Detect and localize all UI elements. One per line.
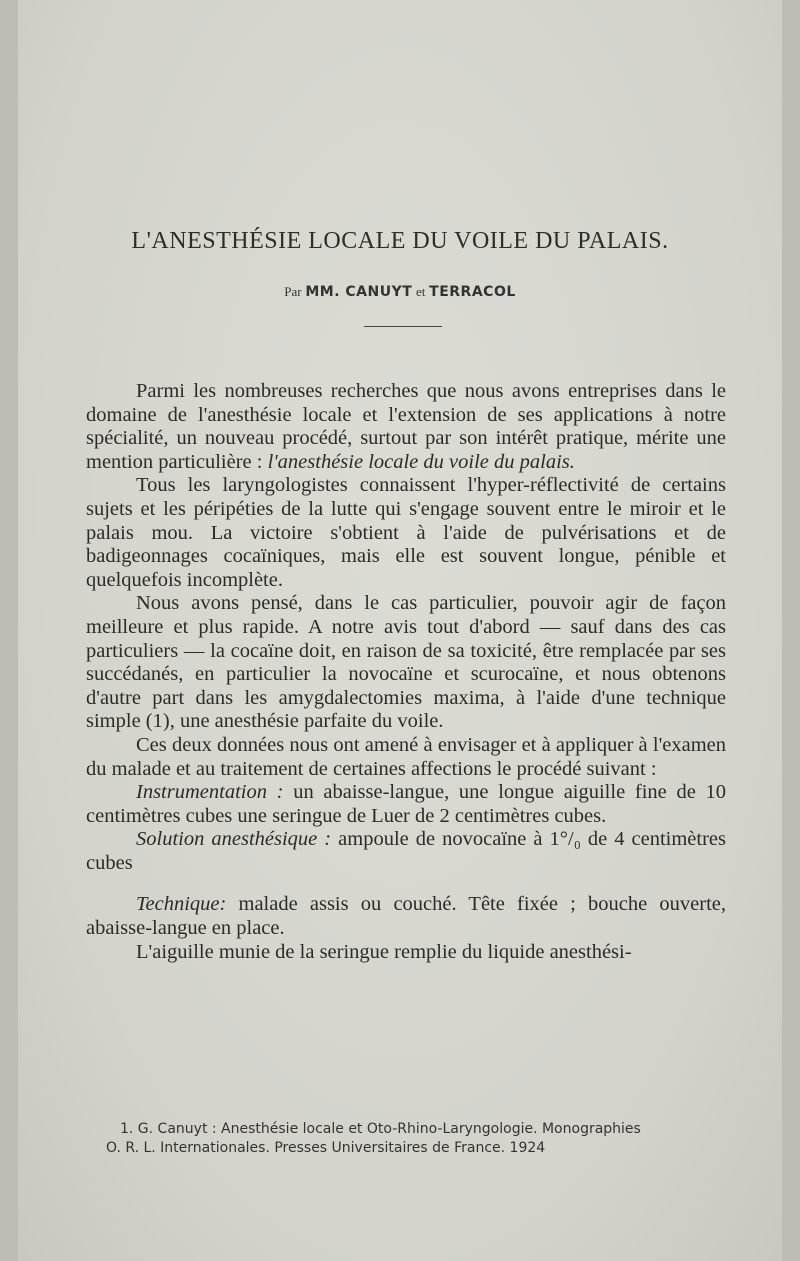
paragraph-technique — [86, 893, 726, 940]
byline-conjunction: et — [416, 284, 426, 299]
document-page — [18, 0, 782, 1261]
paragraph-method: Nous avons pensé, dans le cas particulier, pouvoir agir de façon meilleure et plus rapide. A notre avis tout d'abord — sauf dans des cas particuliers — la cocaïne doit, en raison de sa toxicité, être remplacée par ses succédanés, en particulier la novocaïne et scurocaïne, et nous obtenons d'autre part dans les amygdalectomies maxima, à l'aide d'une technique simple (1), une anesthésie parfaite du voile. — [86, 592, 726, 733]
paragraph-intro-text: Parmi les nombreuses recherches que nous avons entreprises dans le domaine de l'anesthésie locale et l'extension de ses applications à notre spécialité, un nouveau procédé, surtout par son intérêt pratique, mérite une mention particulière : — [86, 380, 726, 473]
byline-authors: MM. CANUYT — [305, 284, 413, 300]
byline — [18, 284, 782, 301]
paragraph-laryngologists: Tous les laryngologistes connaissent l'hyper-réflectivité de certains sujets et les péripéties de la lutte qui s'engage souvent entre le miroir et le palais mou. La victoire s'obtient à l'aide de pulvérisations et de badigeonnages cocaïniques, mais elle est souvent longue, pénible et quelquefois incomplète. — [86, 474, 726, 591]
footnote — [106, 1120, 726, 1158]
instrumentation-heading: Instrumentation : — [136, 781, 284, 804]
footnote-line-1: 1. G. Canuyt : Anesthésie locale et Oto-Rhino-Laryngologie. Monographies — [120, 1121, 641, 1137]
technique-text: malade assis ou couché. Tête fixée ; bouche ouverte, abaisse-langue en place. — [86, 893, 726, 940]
footnote-line-2: O. R. L. Internationales. Presses Universitaires de France. 1924 — [106, 1140, 546, 1156]
paragraph-solution — [86, 828, 726, 875]
paragraph-instrumentation — [86, 781, 726, 828]
article-body — [86, 380, 726, 964]
paragraph-intro — [86, 380, 726, 474]
article-title: L'ANESTHÉSIE LOCALE DU VOILE DU PALAIS. — [131, 228, 669, 254]
byline-authors-second: TERRACOL — [429, 284, 516, 300]
solution-heading: Solution anesthésique : — [136, 828, 332, 851]
paragraph-procedure: Ces deux données nous ont amené à envisager et à appliquer à l'examen du malade et au traitement de certaines affections le procédé suivant : — [86, 733, 726, 780]
byline-prefix: Par — [284, 284, 302, 299]
paragraph-intro-italic: l'anesthésie locale du voile du palais. — [267, 450, 575, 473]
paragraph-needle: L'aiguille munie de la seringue remplie du liquide anesthési- — [136, 940, 632, 963]
title-divider — [364, 326, 442, 327]
solution-text: ampoule de novocaïne à 1°/₀ de 4 centimètres cubes — [86, 828, 727, 874]
instrumentation-text: un abaisse-langue, une longue aiguille fine de 10 centimètres cubes une seringue de Luer de 2 centimètres cubes. — [86, 781, 726, 827]
technique-heading: Technique: — [136, 893, 227, 916]
